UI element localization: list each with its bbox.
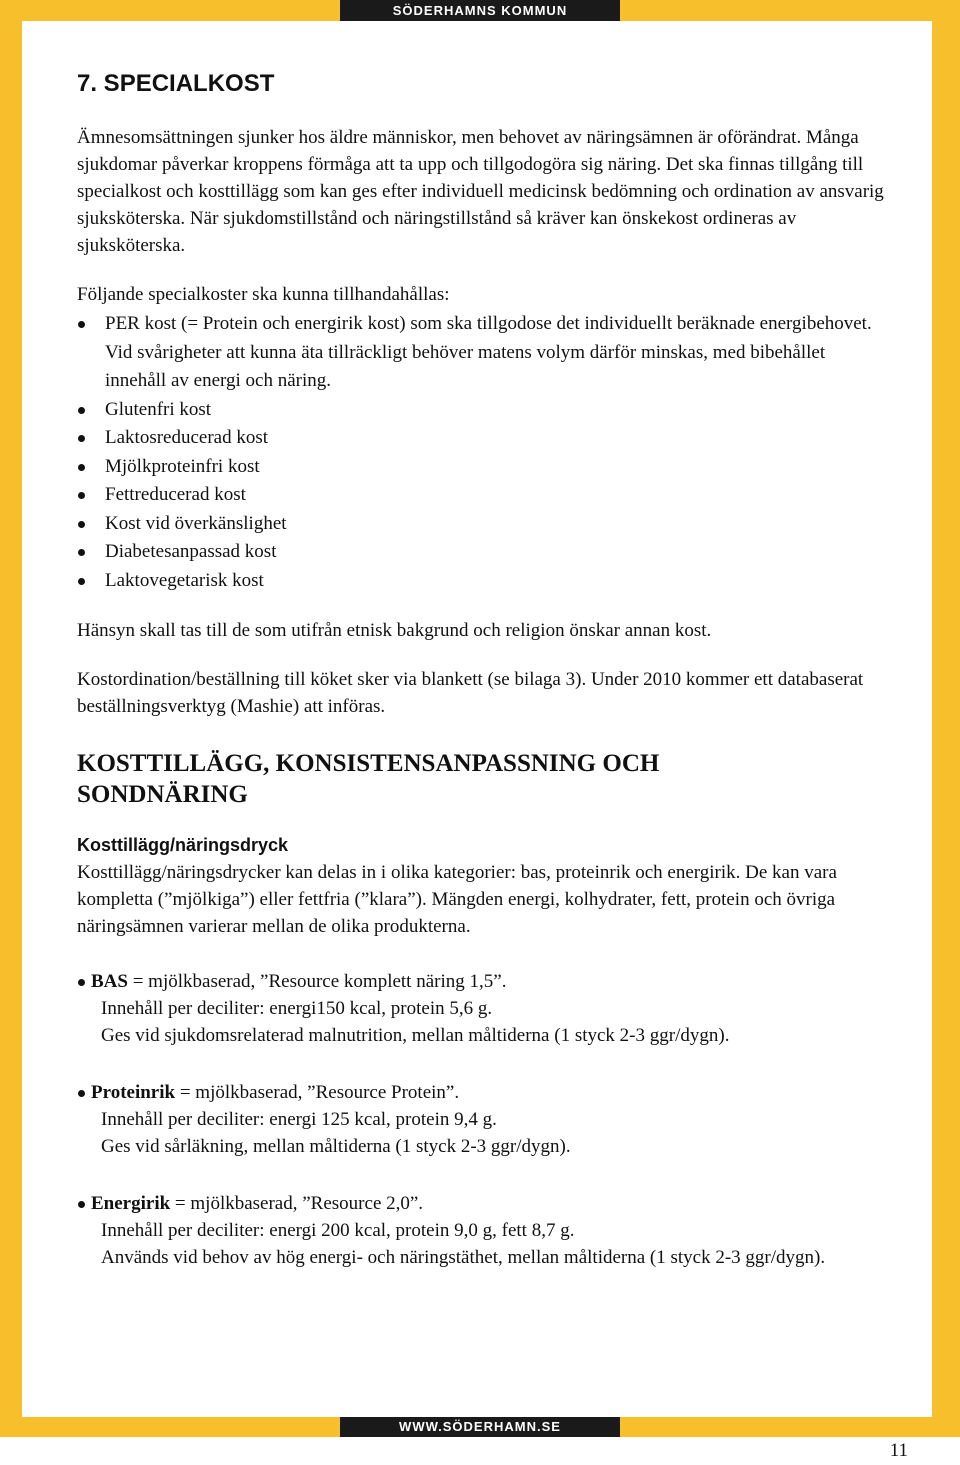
- supplements-description: Kosttillägg/näringsdrycker kan delas in i olika kategorier: bas, proteinrik och energirik. De kan vara kompletta (”mjölkiga”) eller fettfria (”klara”). Mängden energi, kolhydrater, fett, protein och övriga näringsämnen varierar mellan de olika produkterna.: [77, 862, 837, 937]
- product-definition: = mjölkbaserad, ”Resource 2,0”.: [170, 1193, 424, 1214]
- header-brand: SÖDERHAMNS KOMMUN: [340, 0, 620, 21]
- product-proteinrik: [77, 1079, 887, 1160]
- bullet-icon: [78, 979, 85, 986]
- product-definition: = mjölkbaserad, ”Resource Protein”.: [175, 1082, 460, 1103]
- bullet-icon: [78, 1090, 85, 1097]
- bullet-icon: [78, 549, 85, 556]
- list-item: PER kost (= Protein och energirik kost) som ska tillgodose det individuellt beräknade energibehovet. Vid svårigheter att kunna äta tillräckligt behöver matens volym därför minskas, med bibehållet innehåll av energi och näring.: [77, 310, 887, 396]
- product-name: Energirik: [91, 1193, 171, 1214]
- list-item: Glutenfri kost: [77, 396, 887, 425]
- bullet-icon: [78, 464, 85, 471]
- supplements-subheading: Kosttillägg/näringsdryck: [77, 835, 289, 855]
- bullet-icon: [78, 435, 85, 442]
- bullet-icon: [78, 492, 85, 499]
- list-item: Mjölkproteinfri kost: [77, 453, 887, 482]
- section-title: 7. SPECIALKOST: [77, 70, 275, 97]
- page-number: 11: [889, 1440, 908, 1461]
- document-body: [77, 66, 887, 1271]
- bullet-icon: [78, 1201, 85, 1208]
- product-name: Proteinrik: [91, 1082, 176, 1103]
- product-content: Innehåll per deciliter: energi 125 kcal, protein 9,4 g.: [101, 1109, 497, 1130]
- list-item: Laktovegetarisk kost: [77, 567, 887, 596]
- product-usage: Ges vid sjukdomsrelaterad malnutrition, mellan måltiderna (1 styck 2-3 ggr/dygn).: [101, 1025, 730, 1046]
- ethnic-note: Hänsyn skall tas till de som utifrån etnisk bakgrund och religion önskar annan kost.: [77, 620, 712, 641]
- bullet-icon: [78, 407, 85, 414]
- footer-website: WWW.SÖDERHAMN.SE: [340, 1417, 620, 1437]
- supplements-heading: KOSTTILLÄGG, KONSISTENSANPASSNING OCH SONDNÄRING: [77, 750, 660, 808]
- product-bas: [77, 968, 887, 1049]
- product-definition: = mjölkbaserad, ”Resource komplett näring 1,5”.: [127, 971, 507, 992]
- bullet-icon: [78, 521, 85, 528]
- diet-list: [77, 310, 887, 595]
- product-usage: Ges vid sårläkning, mellan måltiderna (1 styck 2-3 ggr/dygn).: [101, 1136, 571, 1157]
- product-content: Innehåll per deciliter: energi 200 kcal, protein 9,0 g, fett 8,7 g.: [101, 1220, 575, 1241]
- diet-list-intro: Följande specialkoster ska kunna tillhandahållas:: [77, 284, 450, 305]
- product-name: BAS: [91, 971, 128, 992]
- product-energirik: [77, 1190, 887, 1271]
- product-content: Innehåll per deciliter: energi150 kcal, protein 5,6 g.: [101, 998, 493, 1019]
- intro-paragraph: Ämnesomsättningen sjunker hos äldre människor, men behovet av näringsämnen är oförändrat. Många sjukdomar påverkar kroppens förmåga att ta upp och tillgodogöra sig näring. Det ska finnas tillgång till specialkost och kosttillägg som kan ges efter individuell medicinsk bedömning och ordination av ansvarig sjuksköterska. När sjukdomstillstånd och näringstillstånd så kräver kan önskekost ordineras av sjuksköterska.: [77, 127, 884, 256]
- list-item: Diabetesanpassad kost: [77, 538, 887, 567]
- product-usage: Används vid behov av hög energi- och näringstäthet, mellan måltiderna (1 styck 2-3 ggr/dygn).: [101, 1247, 826, 1268]
- ordering-note: Kostordination/beställning till köket sker via blankett (se bilaga 3). Under 2010 kommer ett databaserat beställningsverktyg (Mashie) att införas.: [77, 669, 864, 717]
- list-item: Kost vid överkänslighet: [77, 510, 887, 539]
- list-item: Fettreducerad kost: [77, 481, 887, 510]
- list-item: Laktosreducerad kost: [77, 424, 887, 453]
- bullet-icon: [78, 578, 85, 585]
- bullet-icon: [78, 321, 85, 328]
